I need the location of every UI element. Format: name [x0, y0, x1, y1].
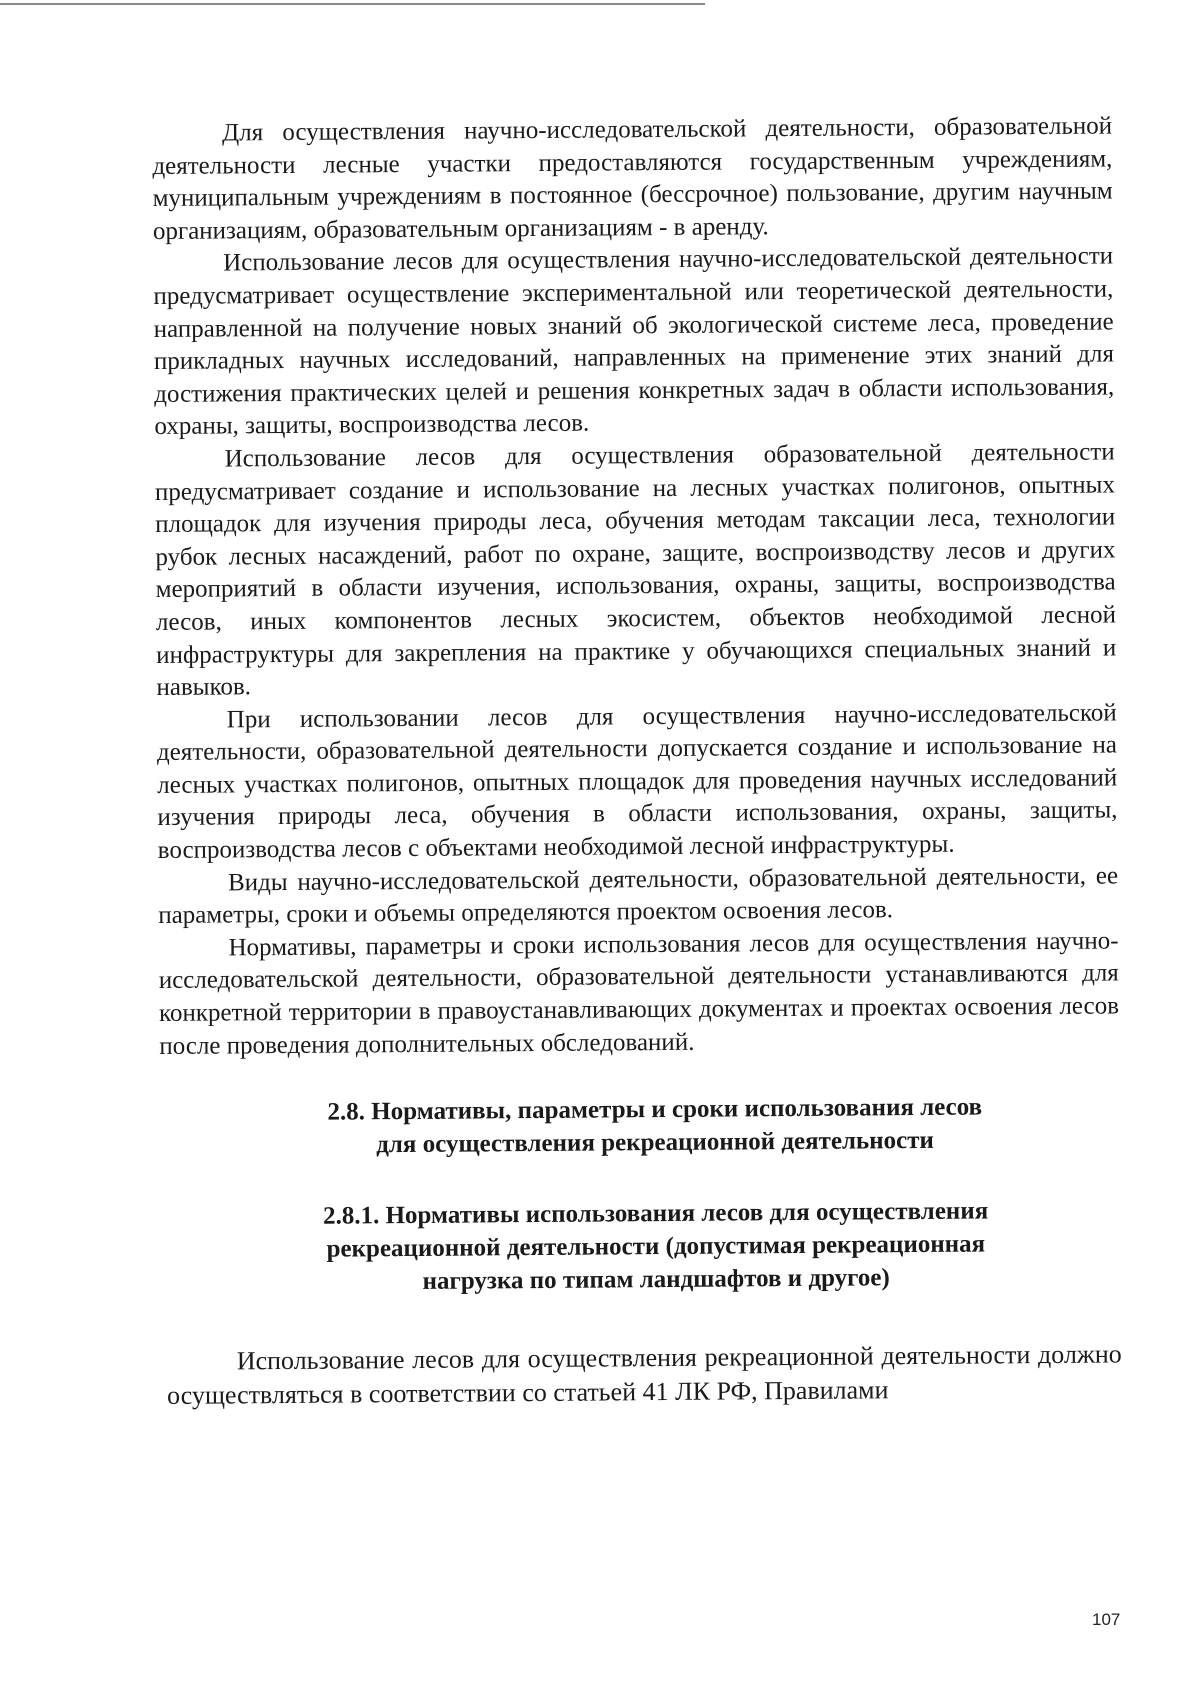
- paragraph-norms: Нормативы, параметры и сроки использования лесов для осуществления научно-исследовательской деятельности, образовательной деятельности устанавливаются для конкретной территории в правоустанавливающих документах и проектах освоения лесов после проведения дополнительных обследований.: [158, 927, 1120, 1060]
- subsection-heading-line: нагрузка по типам ландшафтов и другое): [422, 1264, 890, 1296]
- document-page: [152, 110, 1122, 1413]
- subsection-heading-line: 2.8.1. Нормативы использования лесов для осуществления: [322, 1197, 989, 1230]
- page-number: 107: [1092, 1610, 1121, 1629]
- section-heading-line: для осуществления рекреационной деятельности: [376, 1127, 935, 1159]
- paragraph-research-use: Использование лесов для осуществления научно-исследовательской деятельности предусматривает осуществление экспериментальной или теоретической деятельности, направленной на получение новых знаний об экологической системе леса, проведение прикладных научных исследований, направленных на применение этих знаний для достижения практических целей и решения конкретных задач в области использования, охраны, защиты, воспроизводства лесов.: [153, 242, 1115, 441]
- subsection-heading-2-8-1: [161, 1194, 1122, 1301]
- paragraph-educational-use: Использование лесов для осуществления образовательной деятельности предусматривает создание и использование на лесных участках полигонов, опытных площадок для изучения природы леса, обучения методам таксации леса, технологии рубок лесных насаждений, работ по охране, защите, воспроизводству лесов и других мероприятий в области изучения, использования, охраны, защиты, воспроизводства лесов, иных компонентов лесных экосистем, объектов необходимой лесной инфраструктуры для закрепления на практике у обучающихся специальных знаний и навыков.: [154, 438, 1117, 702]
- subsection-heading-line: рекреационной деятельности (допустимая рекреационная: [326, 1230, 986, 1263]
- paragraph-recreational-use: Использование лесов для осуществления рекреационной деятельности должно осуществляться в соответствии со статьей 41 ЛК РФ, Правилами: [166, 1339, 1122, 1411]
- paragraph-activity-types: Виды научно-исследовательской деятельности, образовательной деятельности, ее параметры, сроки и объемы определяются проектом освоения лесов.: [158, 862, 1119, 930]
- scan-edge-line: [0, 3, 705, 5]
- paragraph-research-land-provision: Для осуществления научно-исследовательской деятельности, образовательной деятельности лесные участки предоставляются государственным учреждениям, муниципальным учреждениям в постоянное (бессрочное) пользование, другим научным организациям, образовательным организациям - в аренду.: [152, 112, 1113, 245]
- section-heading-line: 2.8. Нормативы, параметры и сроки использования лесов: [327, 1093, 983, 1126]
- section-heading-2-8: [160, 1090, 1120, 1164]
- paragraph-polygons-allowed: При использовании лесов для осуществления научно-исследовательской деятельности, образовательной деятельности допускается создание и использование на лесных участках полигонов, опытных площадок для проведения научных исследований изучения природы леса, обучения в области использования, охраны, защиты, воспроизводства лесов с объектами необходимой лесной инфраструктуры.: [156, 699, 1118, 865]
